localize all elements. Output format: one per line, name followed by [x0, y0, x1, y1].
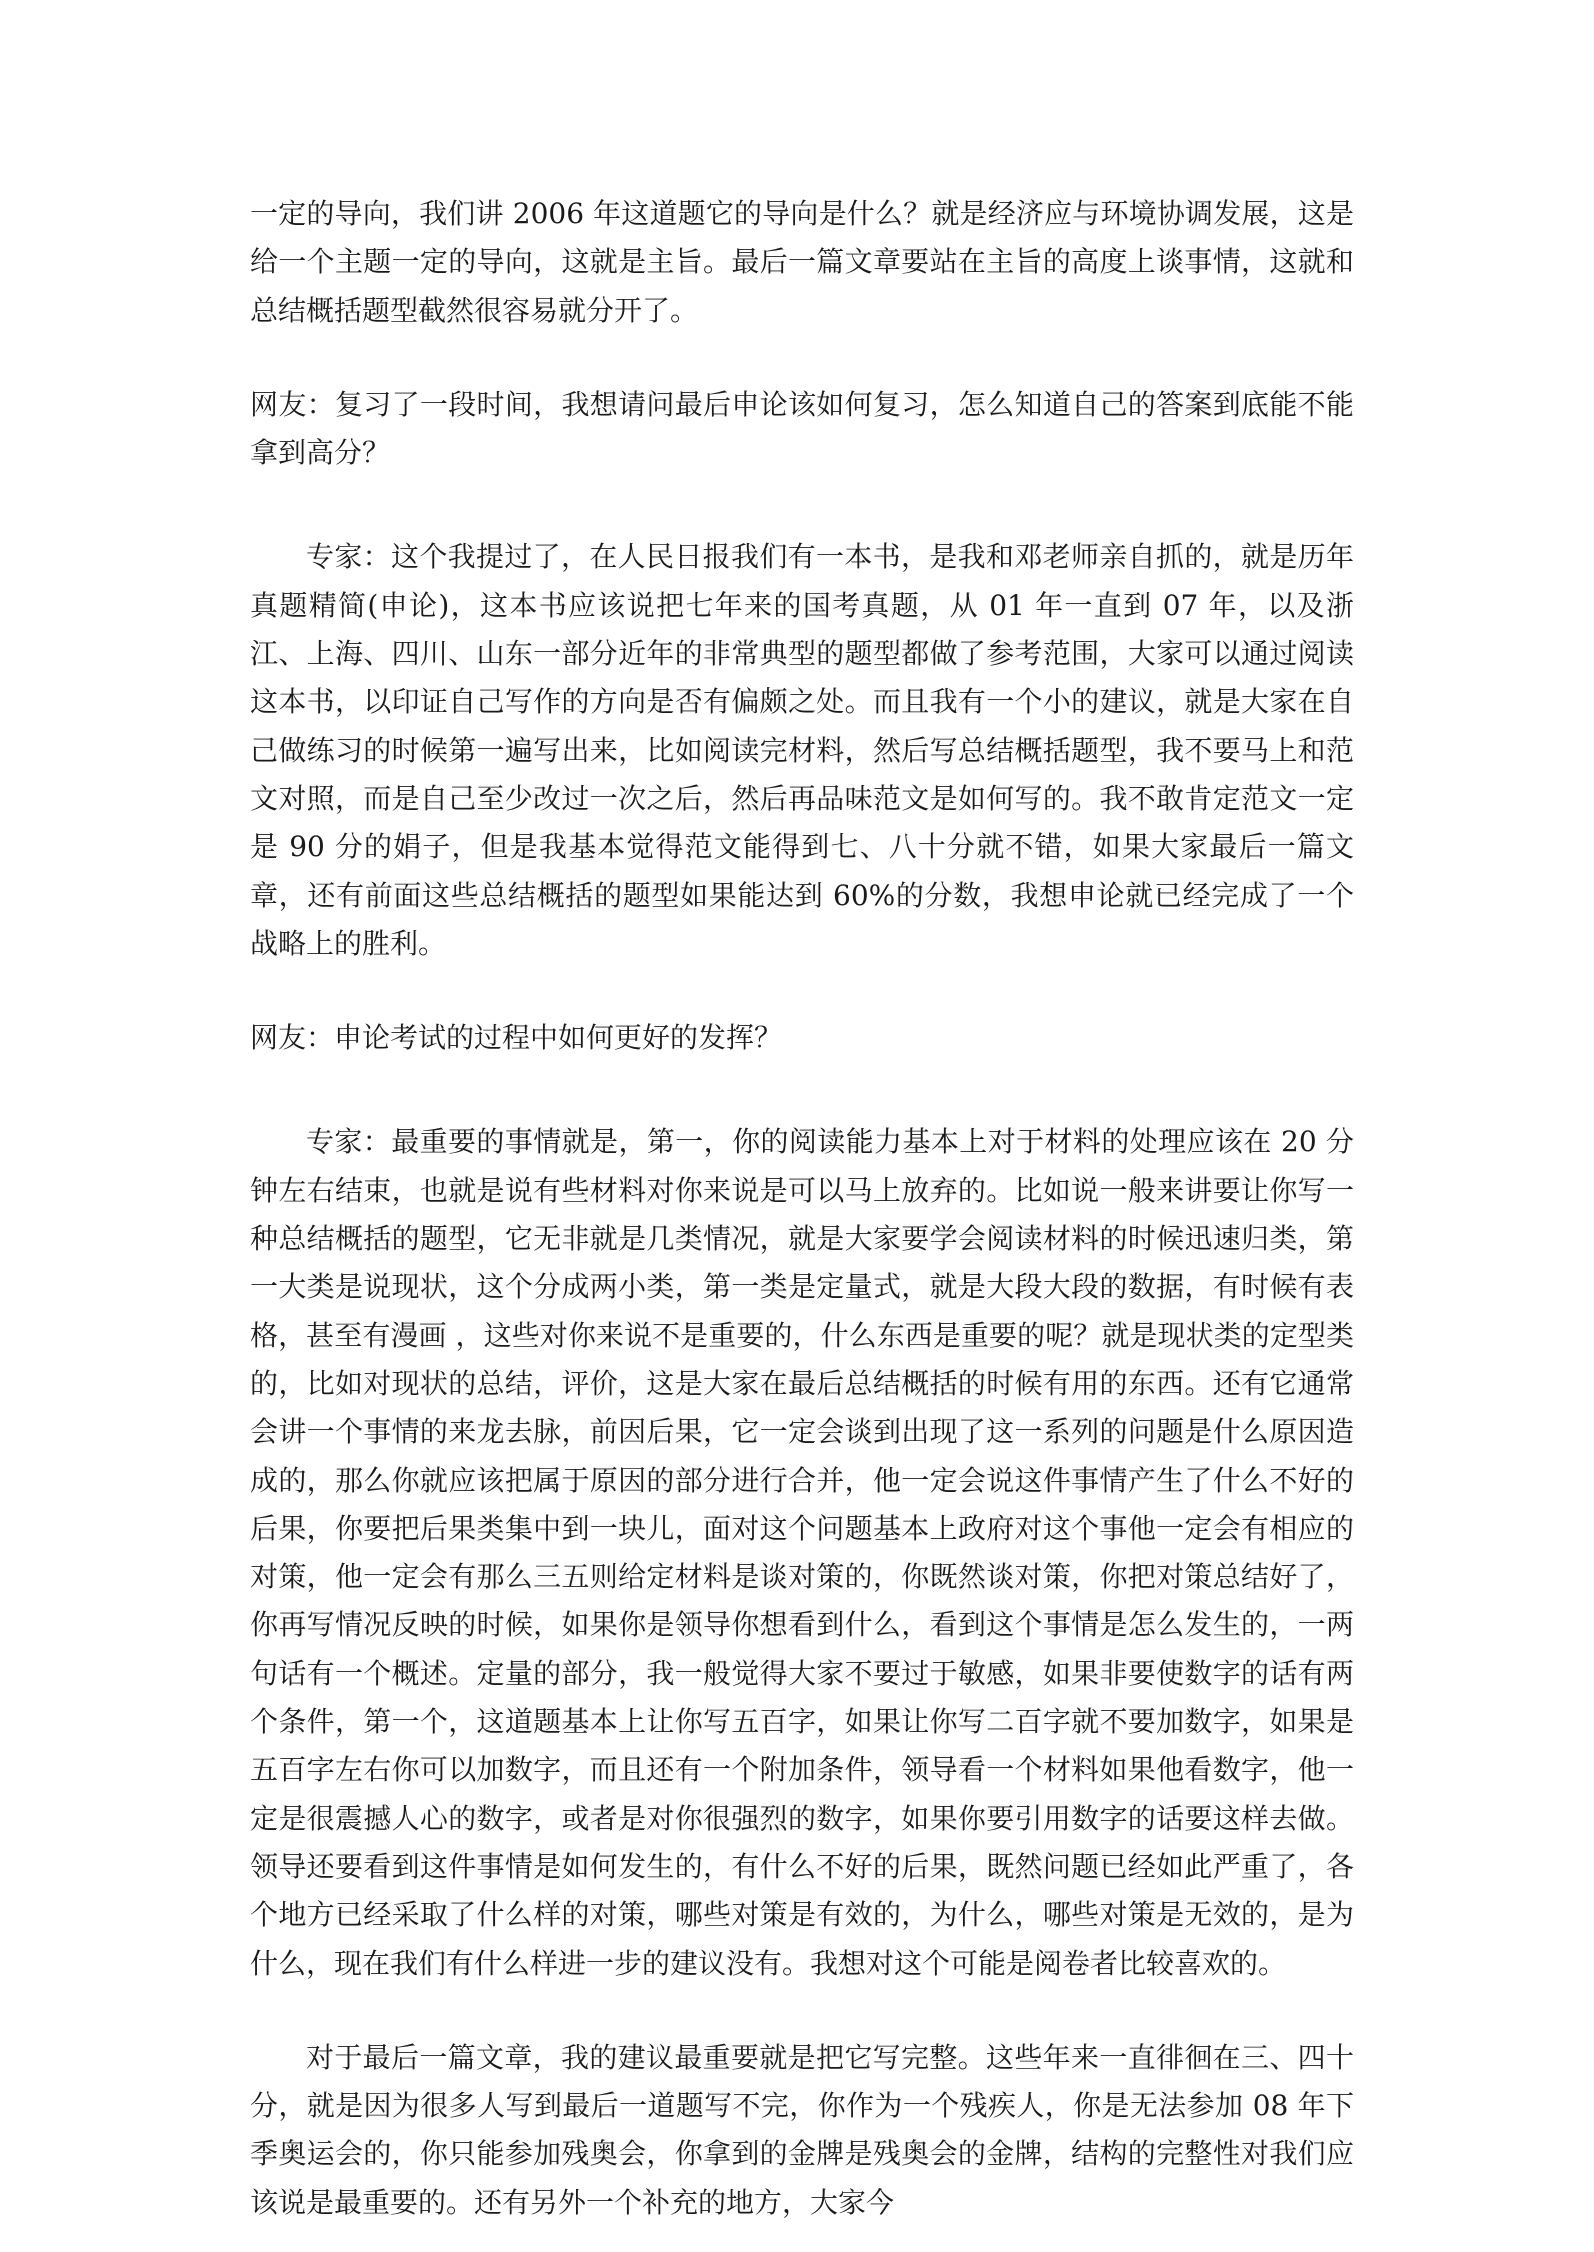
paragraph-final-essay-advice: 对于最后一篇文章，我的建议最重要就是把它写完整。这些年来一直徘徊在三、四十分，就是因为很多人写到最后一道题写不完，你作为一个残疾人，你是无法参加 08 年下季奥运会的，你只能参加残奥会，你拿到的金牌是残奥会的金牌，结构的完整性对我们应该说是最重要的。还有另外一个补充的地方，大家今	[250, 2040, 1354, 2219]
paragraph-expert-answer-exam: 专家：最重要的事情就是，第一，你的阅读能力基本上对于材料的处理应该在 20 分钟左右结束，也就是说有些材料对你来说是可以马上放弃的。比如说一般来讲要让你写一种总结概括的题型，它无非就是几类情况，就是大家要学会阅读材料的时候迅速归类，第一大类是说现状，这个分成两小类，第一类是定量式，就是大段大段的数据，有时候有表格，甚至有漫画 ，这些对你来说不是重要的，什么东西是重要的呢？就是现状类的定型类的，比如对现状的总结，评价，这是大家在最后总结概括的时候有用的东西。还有它通常会讲一个事情的来龙去脉，前因后果，它一定会谈到出现了这一系列的问题是什么原因造成的，那么你就应该把属于原因的部分进行合并，他一定会说这件事情产生了什么不好的后果，你要把后果类集中到一块儿，面对这个问题基本上政府对这个事他一定会有相应的对策，他一定会有那么三五则给定材料是谈对策的，你既然谈对策，你把对策总结好了，你再写情况反映的时候，如果你是领导你想看到什么，看到这个事情是怎么发生的，一两句话有一个概述。定量的部分，我一般觉得大家不要过于敏感，如果非要使数字的话有两个条件，第一个，这道题基本上让你写五百字，如果让你写二百字就不要加数字，如果是五百字左右你可以加数字，而且还有一个附加条件，领导看一个材料如果他看数字，他一定是很震撼人心的数字，或者是对你很强烈的数字，如果你要引用数字的话要这样去做。领导还要看到这件事情是如何发生的，有什么不好的后果，既然问题已经如此严重了，各个地方已经采取了什么样的对策，哪些对策是有效的，为什么，哪些对策是无效的，是为什么，现在我们有什么样进一步的建议没有。我想对这个可能是阅卷者比较喜欢的。	[250, 1125, 1354, 1980]
paragraph-netizen-question-exam: 网友：申论考试的过程中如何更好的发挥？	[250, 1021, 783, 1055]
document-body	[250, 190, 1354, 2227]
paragraph-netizen-question-review: 网友：复习了一段时间，我想请问最后申论该如何复习，怎么知道自己的答案到底能不能拿到高分？	[250, 387, 1354, 470]
paragraph-continuation: 一定的导向，我们讲 2006 年这道题它的导向是什么？就是经济应与环境协调发展，这是给一个主题一定的导向，这就是主旨。最后一篇文章要站在主旨的高度上谈事情，这就和总结概括题型截然很容易就分开了。	[250, 197, 1354, 327]
paragraph-expert-answer-review: 专家：这个我提过了，在人民日报我们有一本书，是我和邓老师亲自抓的，就是历年真题精简(申论)，这本书应该说把七年来的国考真题，从 01 年一直到 07 年，以及浙江、上海、四川、山东一部分近年的非常典型的题型都做了参考范围，大家可以通过阅读这本书，以印证自己写作的方向是否有偏颇之处。而且我有一个小的建议，就是大家在自己做练习的时候第一遍写出来，比如阅读完材料，然后写总结概括题型，我不要马上和范文对照，而是自己至少改过一次之后，然后再品味范文是如何写的。我不敢肯定范文一定是 90 分的娟子，但是我基本觉得范文能得到七、八十分就不错，如果大家最后一篇文章，还有前面这些总结概括的题型如果能达到 60%的分数，我想申论就已经完成了一个战略上的胜利。	[250, 540, 1354, 960]
